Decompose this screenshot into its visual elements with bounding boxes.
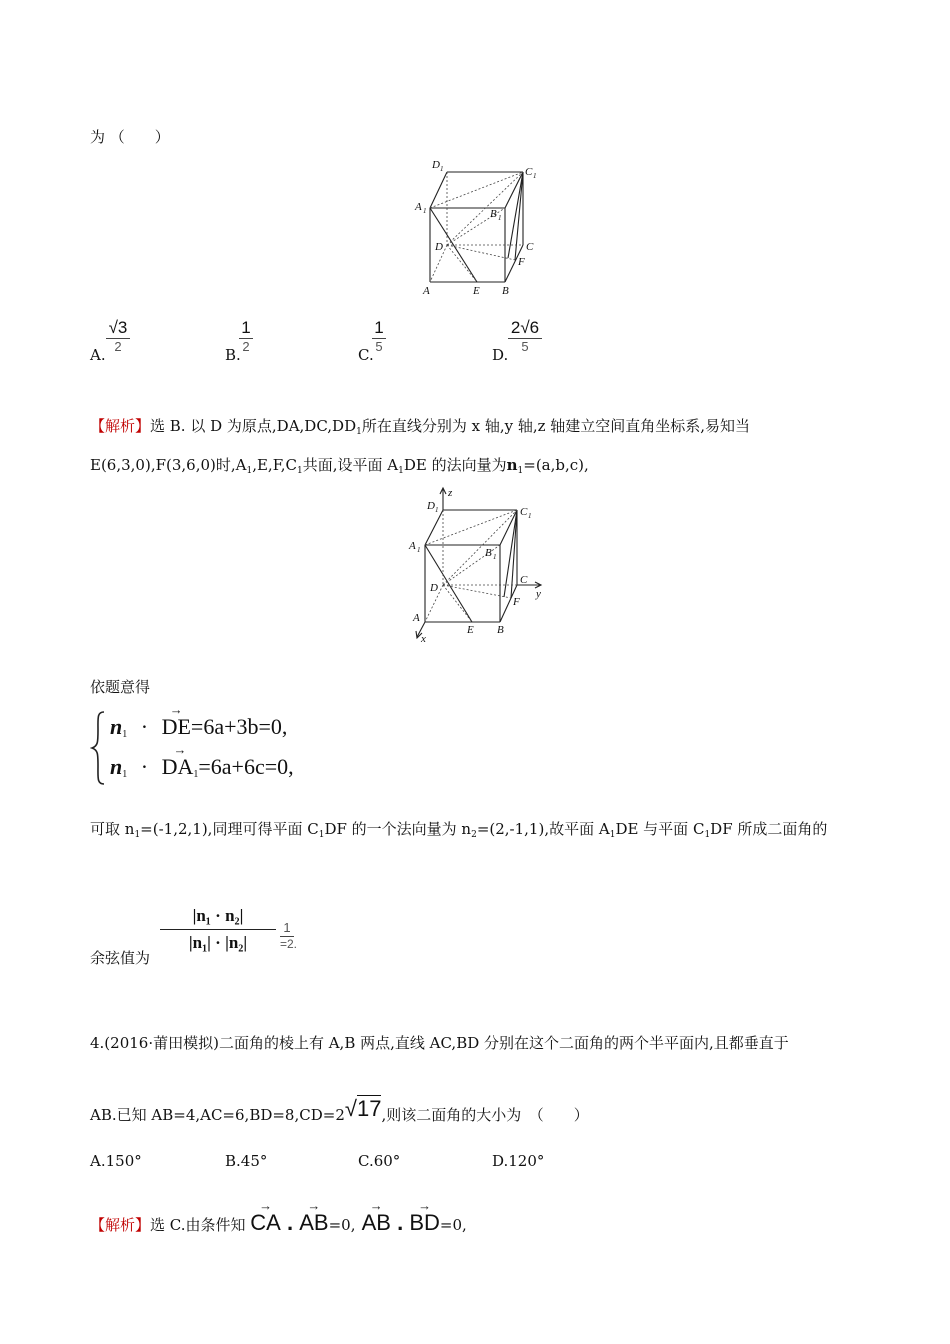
- svg-text:A: A: [423, 285, 430, 297]
- label-D1: D: [432, 159, 440, 171]
- svg-text:C: C: [520, 506, 528, 518]
- cosine-label: 余弦值为: [90, 949, 151, 967]
- axis-x-label: x: [421, 633, 426, 645]
- svg-text:A: A: [413, 612, 420, 624]
- cube-figure-1: [405, 150, 555, 300]
- left-brace-icon: [90, 710, 106, 786]
- svg-text:A: A: [409, 540, 416, 552]
- svg-text:F: F: [518, 256, 525, 268]
- q4-option-a: A.150°: [90, 1152, 142, 1170]
- axis-z-label: z: [448, 487, 453, 499]
- svg-text:1: 1: [528, 512, 532, 520]
- svg-text:1: 1: [423, 207, 427, 215]
- analysis-tag: 【解析】: [90, 417, 151, 435]
- q3-option-c-fraction: 1 5: [372, 318, 386, 354]
- q4-analysis-line: 【解析】选 C.由条件知 → CA . → AB=0, → AB . → BD=0,: [90, 1198, 467, 1235]
- svg-text:1: 1: [435, 506, 439, 514]
- q3-option-d-fraction: 2√6 5: [508, 318, 542, 354]
- svg-text:1: 1: [533, 172, 537, 180]
- q3-option-b-fraction: 1 2: [239, 318, 253, 354]
- svg-text:B: B: [490, 208, 497, 220]
- q3-analysis-line2: E(6,3,0),F(3,6,0)时$,A_1,E,F,C_1$共面,设平面 $A_1DE$ 的法向量为$n_1=(a,b,c)$,: [90, 456, 589, 476]
- svg-text:B: B: [502, 285, 509, 297]
- svg-text:D: D: [435, 241, 443, 253]
- yiti-text: 依题意得: [90, 678, 151, 696]
- q4-option-c: C.60°: [358, 1152, 401, 1170]
- svg-text:1: 1: [440, 165, 444, 173]
- axis-y-label: y: [536, 588, 541, 600]
- q3-option-c-label: C.: [358, 346, 374, 364]
- q4-option-b: B.45°: [225, 1152, 268, 1170]
- q3-option-d-label: D.: [492, 346, 509, 364]
- cosine-value-fraction: 1 =2.: [280, 920, 298, 951]
- q3-stem-tail: 为 （ ）: [90, 128, 170, 146]
- svg-text:E: E: [467, 624, 474, 636]
- cosine-fraction: |n₁ · n₂| |n₁| · |n₂|: [160, 903, 276, 956]
- svg-text:B: B: [485, 547, 492, 559]
- q3-option-a-label: A.: [90, 346, 106, 364]
- cube-figure-2-with-axes: [405, 485, 555, 645]
- q3-analysis-line1: 【解析】选 B. 以 D 为原点$,DA,DC,DD_1$所在直线分别为 x 轴,y 轴,z 轴建立空间直角坐标系,易知当: [90, 417, 751, 437]
- svg-text:A: A: [415, 201, 422, 213]
- q4-option-d: D.120°: [492, 1152, 545, 1170]
- q4-stem-line1: 4.(2016·莆田模拟)二面角的棱上有 A,B 两点,直线 AC,BD 分别在这个二面角的两个半平面内,且都垂直于: [90, 1034, 789, 1052]
- equation-system: n1 · → DE=6a+3b=0, n1 · → DA1=6a+6c=0,: [90, 706, 390, 788]
- svg-text:1: 1: [417, 546, 421, 554]
- svg-text:C: C: [520, 574, 528, 586]
- svg-text:C: C: [526, 241, 534, 253]
- q4-stem-line2: AB.已知 AB=4,AC=6,BD=8,CD=2√17,则该二面角的大小为 （ ）: [90, 1096, 589, 1124]
- q3-option-b-label: B.: [225, 346, 241, 364]
- svg-text:D: D: [430, 582, 438, 594]
- svg-text:B: B: [497, 624, 504, 636]
- q3-option-a-fraction: √3 2: [106, 318, 130, 354]
- svg-text:1: 1: [493, 553, 497, 561]
- svg-text:D: D: [427, 500, 435, 512]
- svg-text:F: F: [513, 596, 520, 608]
- svg-text:1: 1: [498, 214, 502, 222]
- analysis-tag: 【解析】: [90, 1216, 151, 1234]
- svg-text:C: C: [525, 166, 533, 178]
- q3-normal-vector-line: 可取 $n_1=(-1,2,1)$,同理可得平面 $C_1DF$ 的一个法向量为 $n_2=(2,-1,1)$,故平面 $A_1DE$ 与平面 $C_1DF$ 所成二面角的: [90, 820, 828, 840]
- svg-text:E: E: [473, 285, 480, 297]
